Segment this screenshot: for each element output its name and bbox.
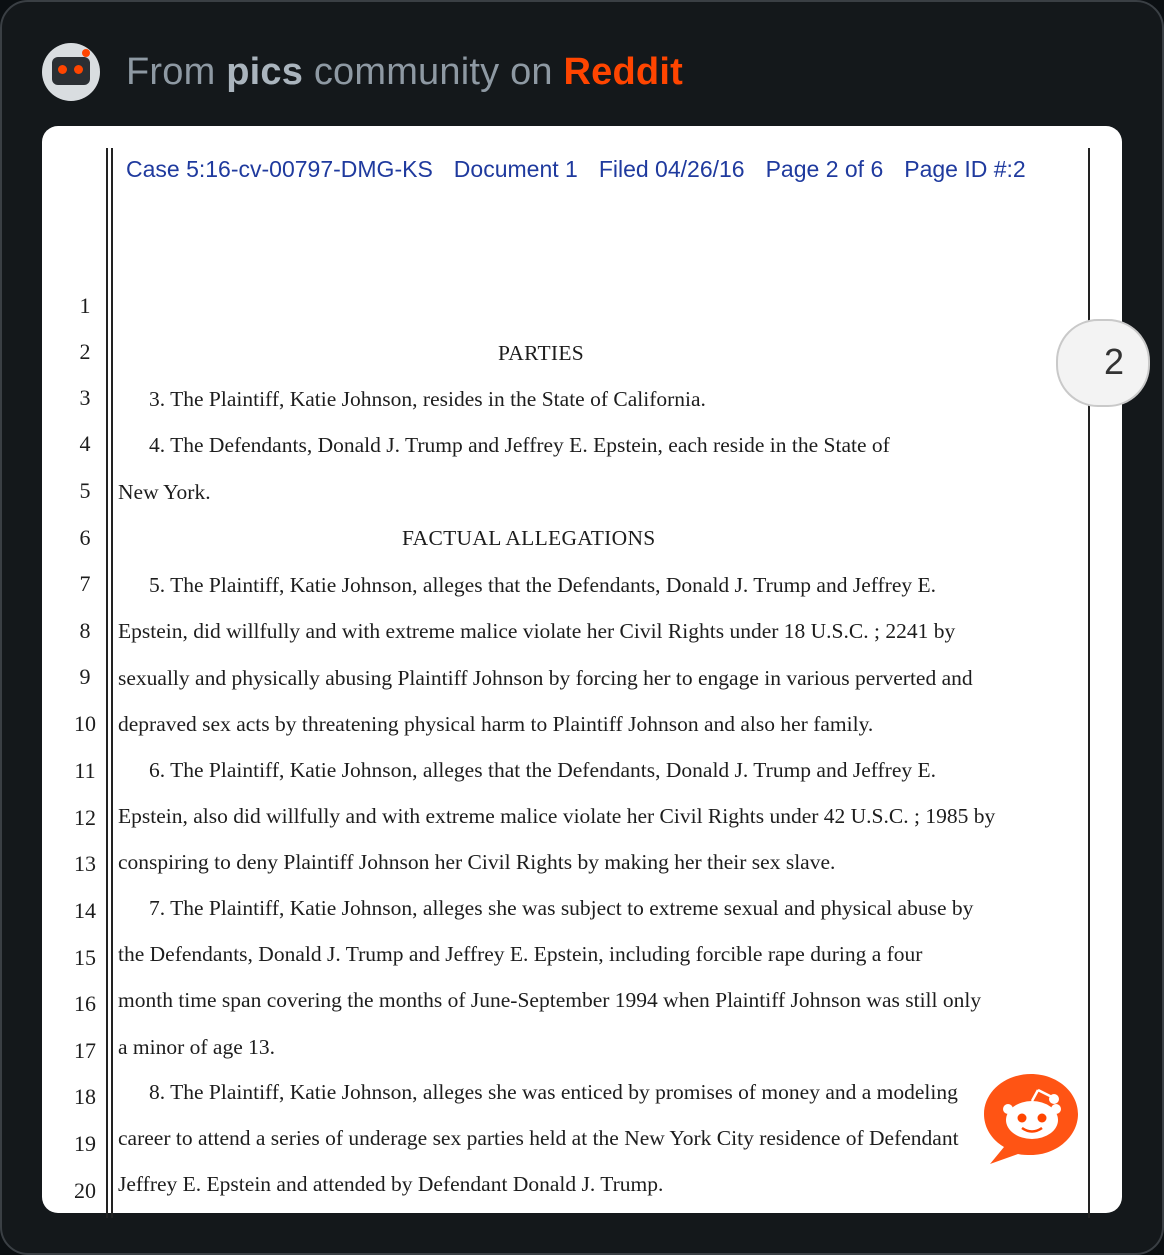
document-line: conspiring to deny Plaintiff Johnson her Civil Rights by making her their sex slave. bbox=[118, 850, 836, 874]
line-number: 9 bbox=[79, 664, 91, 689]
page-indicator-number: 2 bbox=[1104, 341, 1125, 382]
line-number: 14 bbox=[74, 898, 96, 923]
line-number: 2 bbox=[79, 339, 91, 364]
post-image-card[interactable] bbox=[42, 126, 1125, 1213]
document-line: sexually and physically abusing Plaintiff Johnson by forcing her to engage in various perverted and bbox=[118, 666, 973, 690]
heading-parties: PARTIES bbox=[498, 341, 585, 365]
document-line: month time span covering the months of June-September 1994 when Plaintiff Johnson was still only bbox=[118, 988, 982, 1012]
page-indicator[interactable] bbox=[1056, 319, 1150, 407]
line-number: 19 bbox=[74, 1131, 96, 1156]
line-number: 5 bbox=[79, 478, 91, 503]
document-line: New York. bbox=[118, 480, 211, 504]
margin-rule bbox=[111, 148, 113, 1218]
line-number: 11 bbox=[74, 758, 96, 783]
line-number: 16 bbox=[74, 991, 96, 1016]
document-line: Epstein, also did willfully and with extreme malice violate her Civil Rights under 42 U.S.C. ; 1985 by bbox=[118, 804, 996, 828]
document-number: Document 1 bbox=[453, 156, 578, 182]
source-attribution bbox=[126, 51, 683, 94]
line-number: 15 bbox=[74, 945, 96, 970]
line-number: 20 bbox=[74, 1178, 96, 1203]
filed-date: Filed 04/26/16 bbox=[598, 156, 745, 182]
document-line: Epstein, did willfully and with extreme malice violate her Civil Rights under 18 U.S.C. ; 2241 by bbox=[118, 619, 956, 643]
margin-rule bbox=[106, 148, 108, 1218]
document-line: Jeffrey E. Epstein and attended by Defendant Donald J. Trump. bbox=[118, 1172, 664, 1196]
line-number: 17 bbox=[74, 1038, 96, 1063]
document-line: a minor of age 13. bbox=[118, 1035, 276, 1059]
case-header bbox=[126, 156, 1026, 183]
page-id: Page ID #:2 bbox=[904, 156, 1026, 182]
line-number: 18 bbox=[74, 1084, 96, 1109]
document-line: 4. The Defendants, Donald J. Trump and Jeffrey E. Epstein, each reside in the State of bbox=[149, 433, 890, 457]
attribution-prefix: From bbox=[126, 50, 227, 93]
reddit-snoo-icon[interactable] bbox=[980, 1068, 1082, 1166]
court-document bbox=[42, 126, 1125, 1213]
line-number: 4 bbox=[79, 431, 91, 456]
embed-header bbox=[42, 42, 1042, 102]
line-number: 8 bbox=[79, 618, 91, 643]
community-avatar-icon[interactable] bbox=[42, 43, 100, 101]
document-line: 7. The Plaintiff, Katie Johnson, alleges she was subject to extreme sexual and physical abuse by bbox=[149, 896, 974, 920]
line-number: 13 bbox=[74, 851, 96, 876]
line-number: 12 bbox=[74, 805, 96, 830]
document-line: 5. The Plaintiff, Katie Johnson, alleges that the Defendants, Donald J. Trump and Jeffrey E. bbox=[149, 573, 937, 597]
document-line: career to attend a series of underage sex parties held at the New York City residence of Defendant bbox=[118, 1126, 959, 1150]
line-number: 6 bbox=[79, 525, 91, 550]
page-count: Page 2 of 6 bbox=[765, 156, 884, 182]
margin-rule bbox=[1088, 148, 1090, 1218]
line-number: 7 bbox=[79, 571, 91, 596]
case-number: Case 5:16-cv-00797-DMG-KS bbox=[126, 156, 433, 182]
line-number: 3 bbox=[79, 385, 91, 410]
document-line: the Defendants, Donald J. Trump and Jeffrey E. Epstein, including forcible rape during a four bbox=[118, 942, 923, 966]
line-number: 10 bbox=[74, 711, 96, 736]
line-number: 1 bbox=[79, 293, 91, 318]
document-line: 6. The Plaintiff, Katie Johnson, alleges that the Defendants, Donald J. Trump and Jeffrey E. bbox=[149, 758, 937, 782]
heading-factual-allegations: FACTUAL ALLEGATIONS bbox=[402, 526, 656, 550]
document-line: depraved sex acts by threatening physical harm to Plaintiff Johnson and also her family. bbox=[118, 712, 874, 736]
attribution-middle: community on bbox=[303, 50, 564, 93]
reddit-brand-link[interactable]: Reddit bbox=[563, 50, 683, 93]
community-name-link[interactable]: pics bbox=[226, 50, 304, 93]
document-line: 3. The Plaintiff, Katie Johnson, resides in the State of California. bbox=[149, 387, 706, 411]
document-line: 8. The Plaintiff, Katie Johnson, alleges she was enticed by promises of money and a modeling bbox=[149, 1080, 958, 1104]
